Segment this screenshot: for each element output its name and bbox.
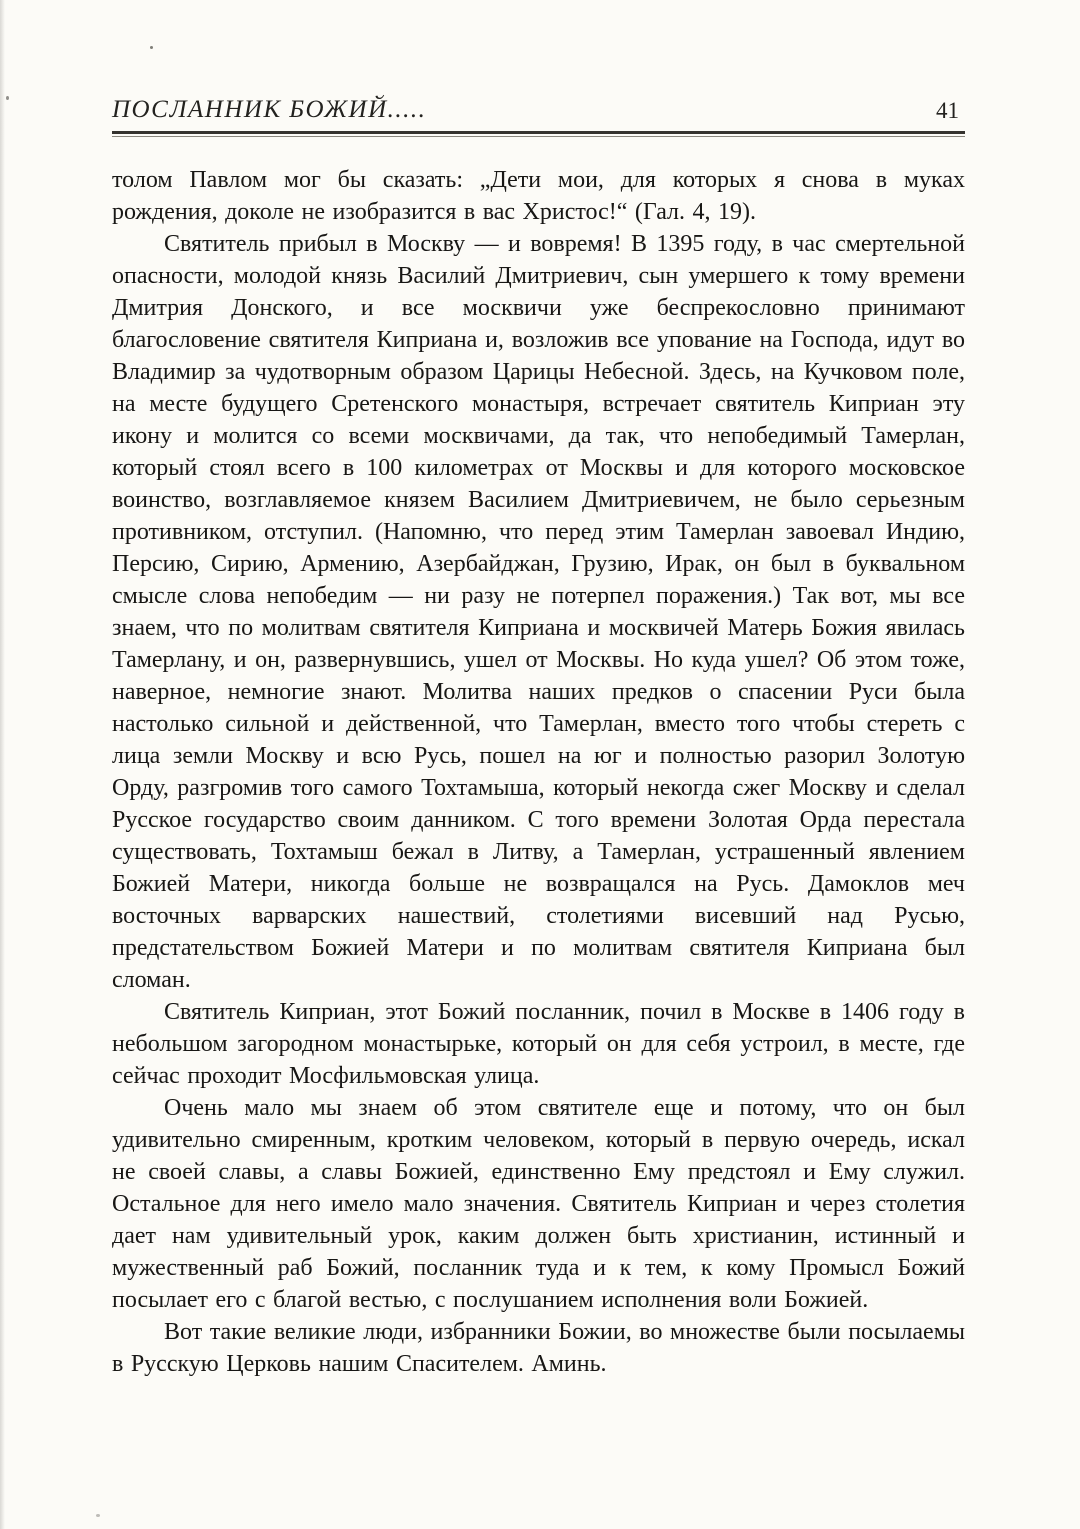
paragraph-continuation: толом Павлом мог бы сказать: „Дети мои, для которых я снова в муках рождения, доколе не изобразится в вас Христос!“ (Гал. 4, 19). <box>112 167 965 225</box>
header-rule <box>112 131 965 137</box>
paragraph: Святитель Киприан, этот Божий посланник, почил в Москве в 1406 году в небольшом загородном монастырьке, который он для себя устроил, в месте, где сейчас проходит Мосфильмовская улица. <box>112 999 965 1089</box>
running-title: ПОСЛАННИК БОЖИЙ..... <box>112 96 427 123</box>
scan-speck <box>6 96 9 100</box>
scan-speck <box>96 1514 100 1517</box>
paragraph: Вот такие великие люди, избранники Божии, во множестве были посылаемы в Русскую Церковь нашим Спасителем. Аминь. <box>112 1319 965 1377</box>
page-body <box>112 164 965 1380</box>
page-number: 41 <box>936 98 959 123</box>
running-header <box>112 96 965 124</box>
paragraph: Святитель прибыл в Москву — и вовремя! В 1395 году, в час смертельной опасности, молодой князь Василий Дмитриевич, сын умершего к тому времени Дмитрия Донского, и все москвичи уже беспрекословно принимают благословение святителя Киприана и, возложив все упование на Господа, идут во Владимир за чудотворным образом Царицы Небесной. Здесь, на Кучковом поле, на месте будущего Сретенского монастыря, встречает святитель Киприан эту икону и молится со всеми москвичами, да так, что непобедимый Тамерлан, который стоял всего в 100 километрах от Москвы и для которого московское воинство, возглавляемое князем Василием Дмитриевичем, не было серьезным противником, отступил. (Напомню, что перед этим Тамерлан завоевал Индию, Персию, Сирию, Армению, Азербайджан, Грузию, Ирак, он был в буквальном смысле слова непобедим — ни разу не потерпел поражения.) Так вот, мы все знаем, что по молитвам святителя Киприана и москвичей Матерь Божия явилась Тамерлану, и он, развернувшись, ушел от Москвы. Но куда ушел? Об этом тоже, наверное, немногие знают. Молитва наших предков о спасении Руси была настолько сильной и действенной, что Тамерлан, вместо того чтобы стереть с лица земли Москву и всю Русь, пошел на юг и полностью разорил Золотую Орду, разгромив того самого Тохтамыша, который некогда сжег Москву и сделал Русское государство своим данником. С того времени Золотая Орда перестала существовать, Тохтамыш бежал в Литву, а Тамерлан, устрашенный явлением Божией Матери, никогда больше не возвращался на Русь. Дамоклов меч восточных варварских нашествий, столетиями висевший над Русью, предстательством Божией Матери и по молитвам святителя Киприана был сломан. <box>112 231 965 993</box>
paragraph: Очень мало мы знаем об этом святителе еще и потому, что он был удивительно смиренным, кротким человеком, который в первую очередь, искал не своей славы, а славы Божией, единственно Ему предстоял и Ему служил. Остальное для него имело мало значения. Святитель Киприан и через столетия дает нам удивительный урок, каким должен быть христианин, истинный и мужественный раб Божий, посланник туда и к тем, к кому Промысл Божий посылает его с благой вестью, с послушанием исполнения воли Божией. <box>112 1095 965 1313</box>
scan-speck <box>150 46 153 49</box>
